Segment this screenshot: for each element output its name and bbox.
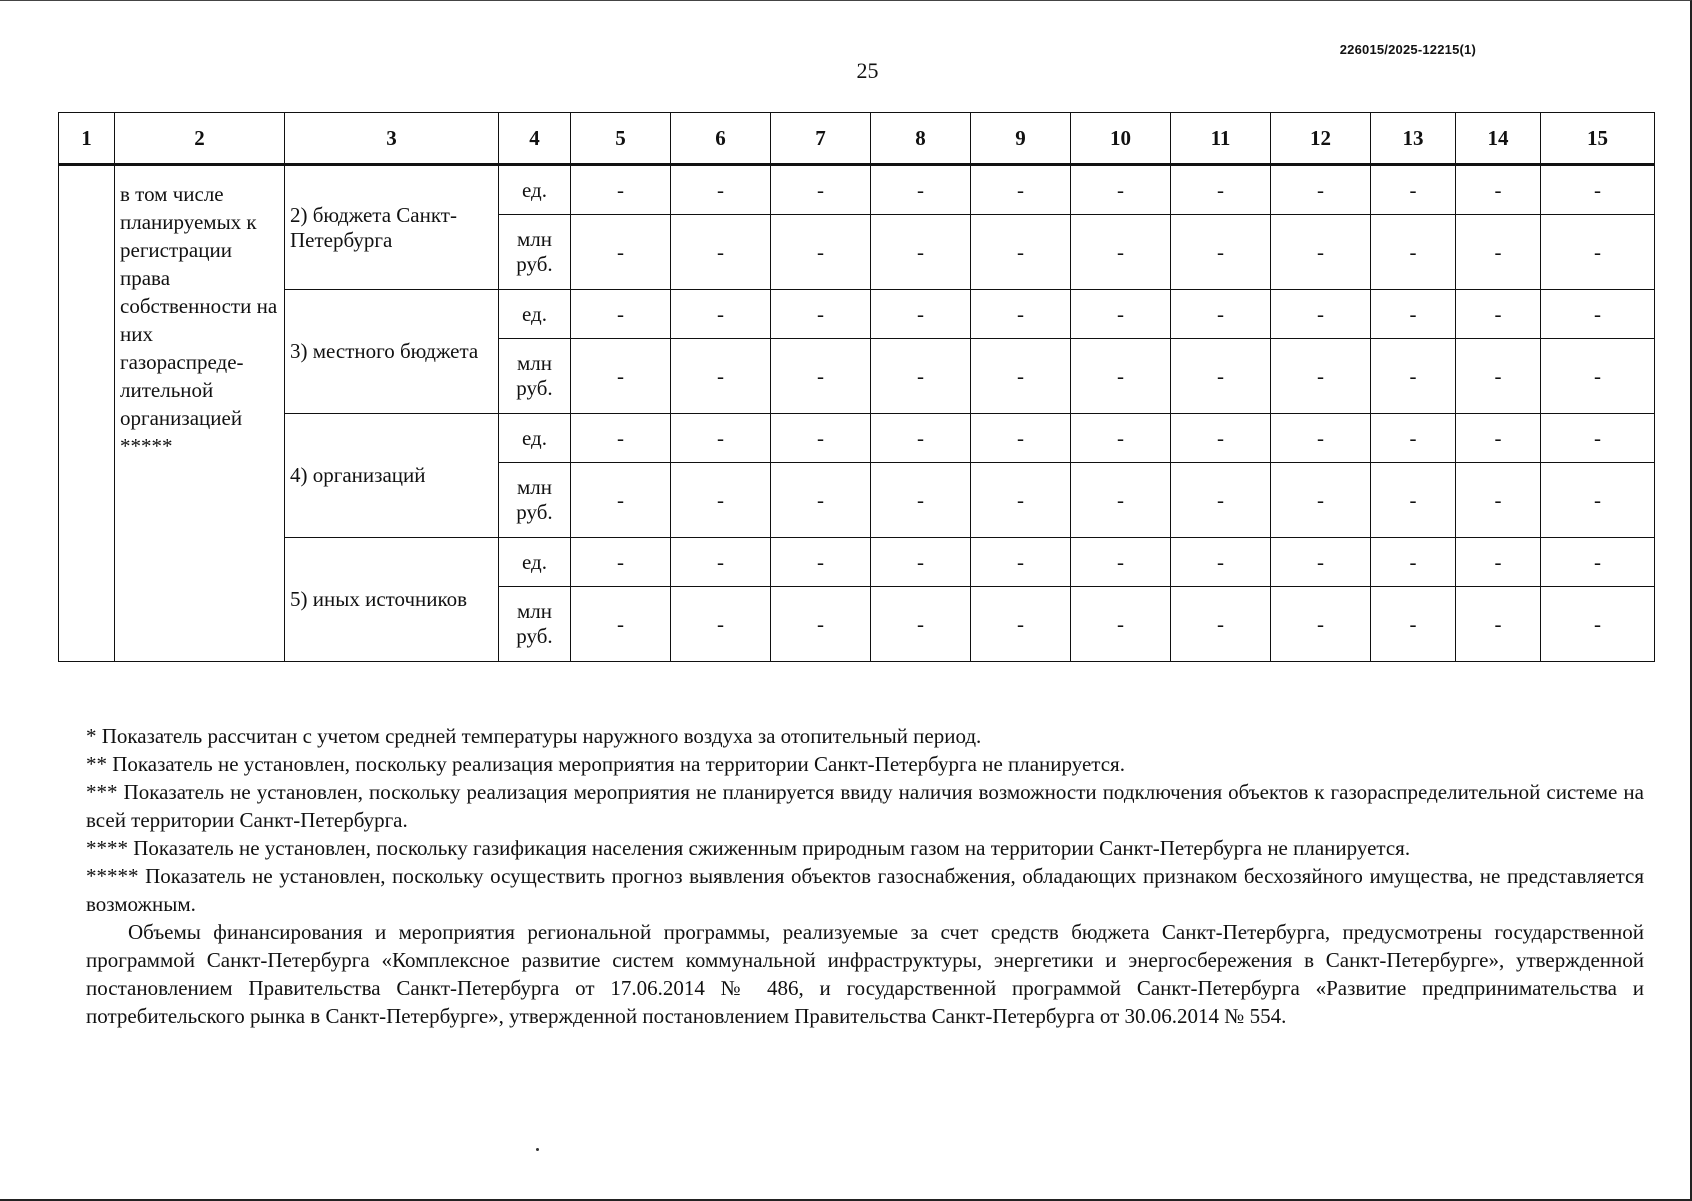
value-cell: - bbox=[1271, 290, 1371, 339]
value-cell: - bbox=[671, 538, 771, 587]
value-cell: - bbox=[871, 165, 971, 215]
value-cell: - bbox=[671, 587, 771, 662]
column-header: 14 bbox=[1456, 113, 1541, 165]
value-cell: - bbox=[1271, 587, 1371, 662]
value-cell: - bbox=[1271, 215, 1371, 290]
value-cell: - bbox=[1456, 538, 1541, 587]
source-cell: 5) иных источников bbox=[285, 538, 499, 662]
value-cell: - bbox=[571, 587, 671, 662]
value-cell: - bbox=[571, 339, 671, 414]
unit-cell: млн руб. bbox=[499, 339, 571, 414]
value-cell: - bbox=[971, 414, 1071, 463]
value-cell: - bbox=[1171, 587, 1271, 662]
value-cell: - bbox=[771, 414, 871, 463]
financing-paragraph: Объемы финансирования и мероприятия региональной программы, реализуемые за счет средств бюджета Санкт-Петербурга, предусмотрены государственной программой Санкт-Петербурга «Комплексное развитие систем коммунальной инфраструктуры, энергетики и энергосбережения в Санкт-Петербурге», утвержденной постановлением Правительства Санкт-Петербурга от 17.06.2014 № 486, и государственной программой Санкт-Петербурга «Развитие предпринимательства и потребительского рынка в Санкт-Петербурге», утвержденной постановлением Правительства Санкт-Петербурга от 30.06.2014 № 554. bbox=[86, 920, 1644, 1028]
value-cell: - bbox=[971, 538, 1071, 587]
unit-cell: ед. bbox=[499, 538, 571, 587]
value-cell: - bbox=[971, 587, 1071, 662]
footnotes bbox=[86, 722, 1644, 1030]
value-cell: - bbox=[1071, 339, 1171, 414]
source-cell: 4) организаций bbox=[285, 414, 499, 538]
value-cell: - bbox=[671, 215, 771, 290]
value-cell: - bbox=[771, 165, 871, 215]
unit-cell: млн руб. bbox=[499, 587, 571, 662]
source-cell: 3) местного бюджета bbox=[285, 290, 499, 414]
value-cell: - bbox=[1456, 290, 1541, 339]
row-number-cell bbox=[59, 165, 115, 662]
unit-cell: ед. bbox=[499, 290, 571, 339]
value-cell: - bbox=[1541, 414, 1655, 463]
value-cell: - bbox=[671, 290, 771, 339]
value-cell: - bbox=[1371, 339, 1456, 414]
value-cell: - bbox=[1371, 538, 1456, 587]
column-header: 4 bbox=[499, 113, 571, 165]
value-cell: - bbox=[571, 414, 671, 463]
value-cell: - bbox=[1371, 290, 1456, 339]
column-header: 13 bbox=[1371, 113, 1456, 165]
value-cell: - bbox=[1541, 463, 1655, 538]
value-cell: - bbox=[1271, 463, 1371, 538]
value-cell: - bbox=[971, 339, 1071, 414]
column-header: 7 bbox=[771, 113, 871, 165]
value-cell: - bbox=[1271, 339, 1371, 414]
value-cell: - bbox=[1541, 339, 1655, 414]
value-cell: - bbox=[871, 215, 971, 290]
value-cell: - bbox=[871, 414, 971, 463]
column-header: 9 bbox=[971, 113, 1071, 165]
value-cell: - bbox=[971, 290, 1071, 339]
table-row bbox=[59, 165, 1655, 215]
column-header: 5 bbox=[571, 113, 671, 165]
column-header: 8 bbox=[871, 113, 971, 165]
row-description: в том числе планируемых к регистрации права собственности на них газораспреде-лительной организацией ***** bbox=[115, 165, 285, 662]
value-cell: - bbox=[771, 538, 871, 587]
value-cell: - bbox=[1371, 587, 1456, 662]
value-cell: - bbox=[1271, 538, 1371, 587]
value-cell: - bbox=[1271, 165, 1371, 215]
value-cell: - bbox=[571, 463, 671, 538]
value-cell: - bbox=[1271, 414, 1371, 463]
value-cell: - bbox=[871, 290, 971, 339]
value-cell: - bbox=[871, 538, 971, 587]
value-cell: - bbox=[1171, 538, 1271, 587]
column-header: 11 bbox=[1171, 113, 1271, 165]
unit-cell: млн руб. bbox=[499, 215, 571, 290]
value-cell: - bbox=[771, 215, 871, 290]
value-cell: - bbox=[1541, 165, 1655, 215]
value-cell: - bbox=[1456, 339, 1541, 414]
value-cell: - bbox=[571, 165, 671, 215]
value-cell: - bbox=[671, 339, 771, 414]
value-cell: - bbox=[1456, 414, 1541, 463]
footnote: * Показатель рассчитан с учетом средней температуры наружного воздуха за отопительный период. bbox=[86, 724, 982, 748]
column-header: 12 bbox=[1271, 113, 1371, 165]
value-cell: - bbox=[1171, 463, 1271, 538]
value-cell: - bbox=[1171, 165, 1271, 215]
source-cell: 2) бюджета Санкт-Петербурга bbox=[285, 165, 499, 290]
table-row bbox=[59, 414, 1655, 463]
table-row bbox=[59, 290, 1655, 339]
value-cell: - bbox=[671, 463, 771, 538]
value-cell: - bbox=[771, 339, 871, 414]
table-row bbox=[59, 538, 1655, 587]
value-cell: - bbox=[1541, 538, 1655, 587]
financing-table bbox=[58, 112, 1655, 662]
value-cell: - bbox=[1371, 463, 1456, 538]
unit-cell: ед. bbox=[499, 414, 571, 463]
value-cell: - bbox=[1071, 538, 1171, 587]
unit-cell: ед. bbox=[499, 165, 571, 215]
value-cell: - bbox=[871, 339, 971, 414]
value-cell: - bbox=[771, 290, 871, 339]
value-cell: - bbox=[1541, 290, 1655, 339]
column-header: 6 bbox=[671, 113, 771, 165]
value-cell: - bbox=[971, 165, 1071, 215]
column-header: 1 bbox=[59, 113, 115, 165]
value-cell: - bbox=[771, 587, 871, 662]
value-cell: - bbox=[1541, 587, 1655, 662]
value-cell: - bbox=[671, 165, 771, 215]
value-cell: - bbox=[871, 463, 971, 538]
value-cell: - bbox=[1071, 587, 1171, 662]
scan-dot bbox=[536, 1148, 539, 1151]
footnote: ** Показатель не установлен, поскольку реализация мероприятия на территории Санкт-Петербурга не планируется. bbox=[86, 752, 1125, 776]
column-header: 3 bbox=[285, 113, 499, 165]
column-header: 2 bbox=[115, 113, 285, 165]
value-cell: - bbox=[1456, 463, 1541, 538]
value-cell: - bbox=[671, 414, 771, 463]
value-cell: - bbox=[571, 290, 671, 339]
value-cell: - bbox=[1171, 215, 1271, 290]
header-row bbox=[59, 113, 1655, 165]
value-cell: - bbox=[971, 215, 1071, 290]
value-cell: - bbox=[1071, 463, 1171, 538]
value-cell: - bbox=[1541, 215, 1655, 290]
value-cell: - bbox=[1171, 339, 1271, 414]
value-cell: - bbox=[1371, 414, 1456, 463]
value-cell: - bbox=[1171, 290, 1271, 339]
footnote: ***** Показатель не установлен, поскольку осуществить прогноз выявления объектов газоснабжения, обладающих признаком бесхозяйного имущества, не представляется возможным. bbox=[86, 864, 1644, 916]
value-cell: - bbox=[1071, 165, 1171, 215]
value-cell: - bbox=[971, 463, 1071, 538]
value-cell: - bbox=[1171, 414, 1271, 463]
value-cell: - bbox=[1071, 414, 1171, 463]
value-cell: - bbox=[1456, 165, 1541, 215]
footnote: **** Показатель не установлен, поскольку газификация населения сжиженным природным газом на территории Санкт-Петербурга не планируется. bbox=[86, 836, 1411, 860]
table-body bbox=[59, 165, 1655, 662]
value-cell: - bbox=[871, 587, 971, 662]
value-cell: - bbox=[571, 215, 671, 290]
unit-cell: млн руб. bbox=[499, 463, 571, 538]
value-cell: - bbox=[571, 538, 671, 587]
value-cell: - bbox=[771, 463, 871, 538]
document-id: 226015/2025-12215(1) bbox=[1339, 42, 1476, 57]
column-header: 10 bbox=[1071, 113, 1171, 165]
column-header: 15 bbox=[1541, 113, 1655, 165]
value-cell: - bbox=[1371, 215, 1456, 290]
value-cell: - bbox=[1071, 215, 1171, 290]
value-cell: - bbox=[1371, 165, 1456, 215]
footnote: *** Показатель не установлен, поскольку реализация мероприятия не планируется ввиду наличия возможности подключения объектов к газораспределительной системе на всей территории Санкт-Петербурга. bbox=[86, 780, 1644, 832]
page-number: 25 bbox=[856, 58, 879, 83]
value-cell: - bbox=[1456, 215, 1541, 290]
value-cell: - bbox=[1071, 290, 1171, 339]
value-cell: - bbox=[1456, 587, 1541, 662]
